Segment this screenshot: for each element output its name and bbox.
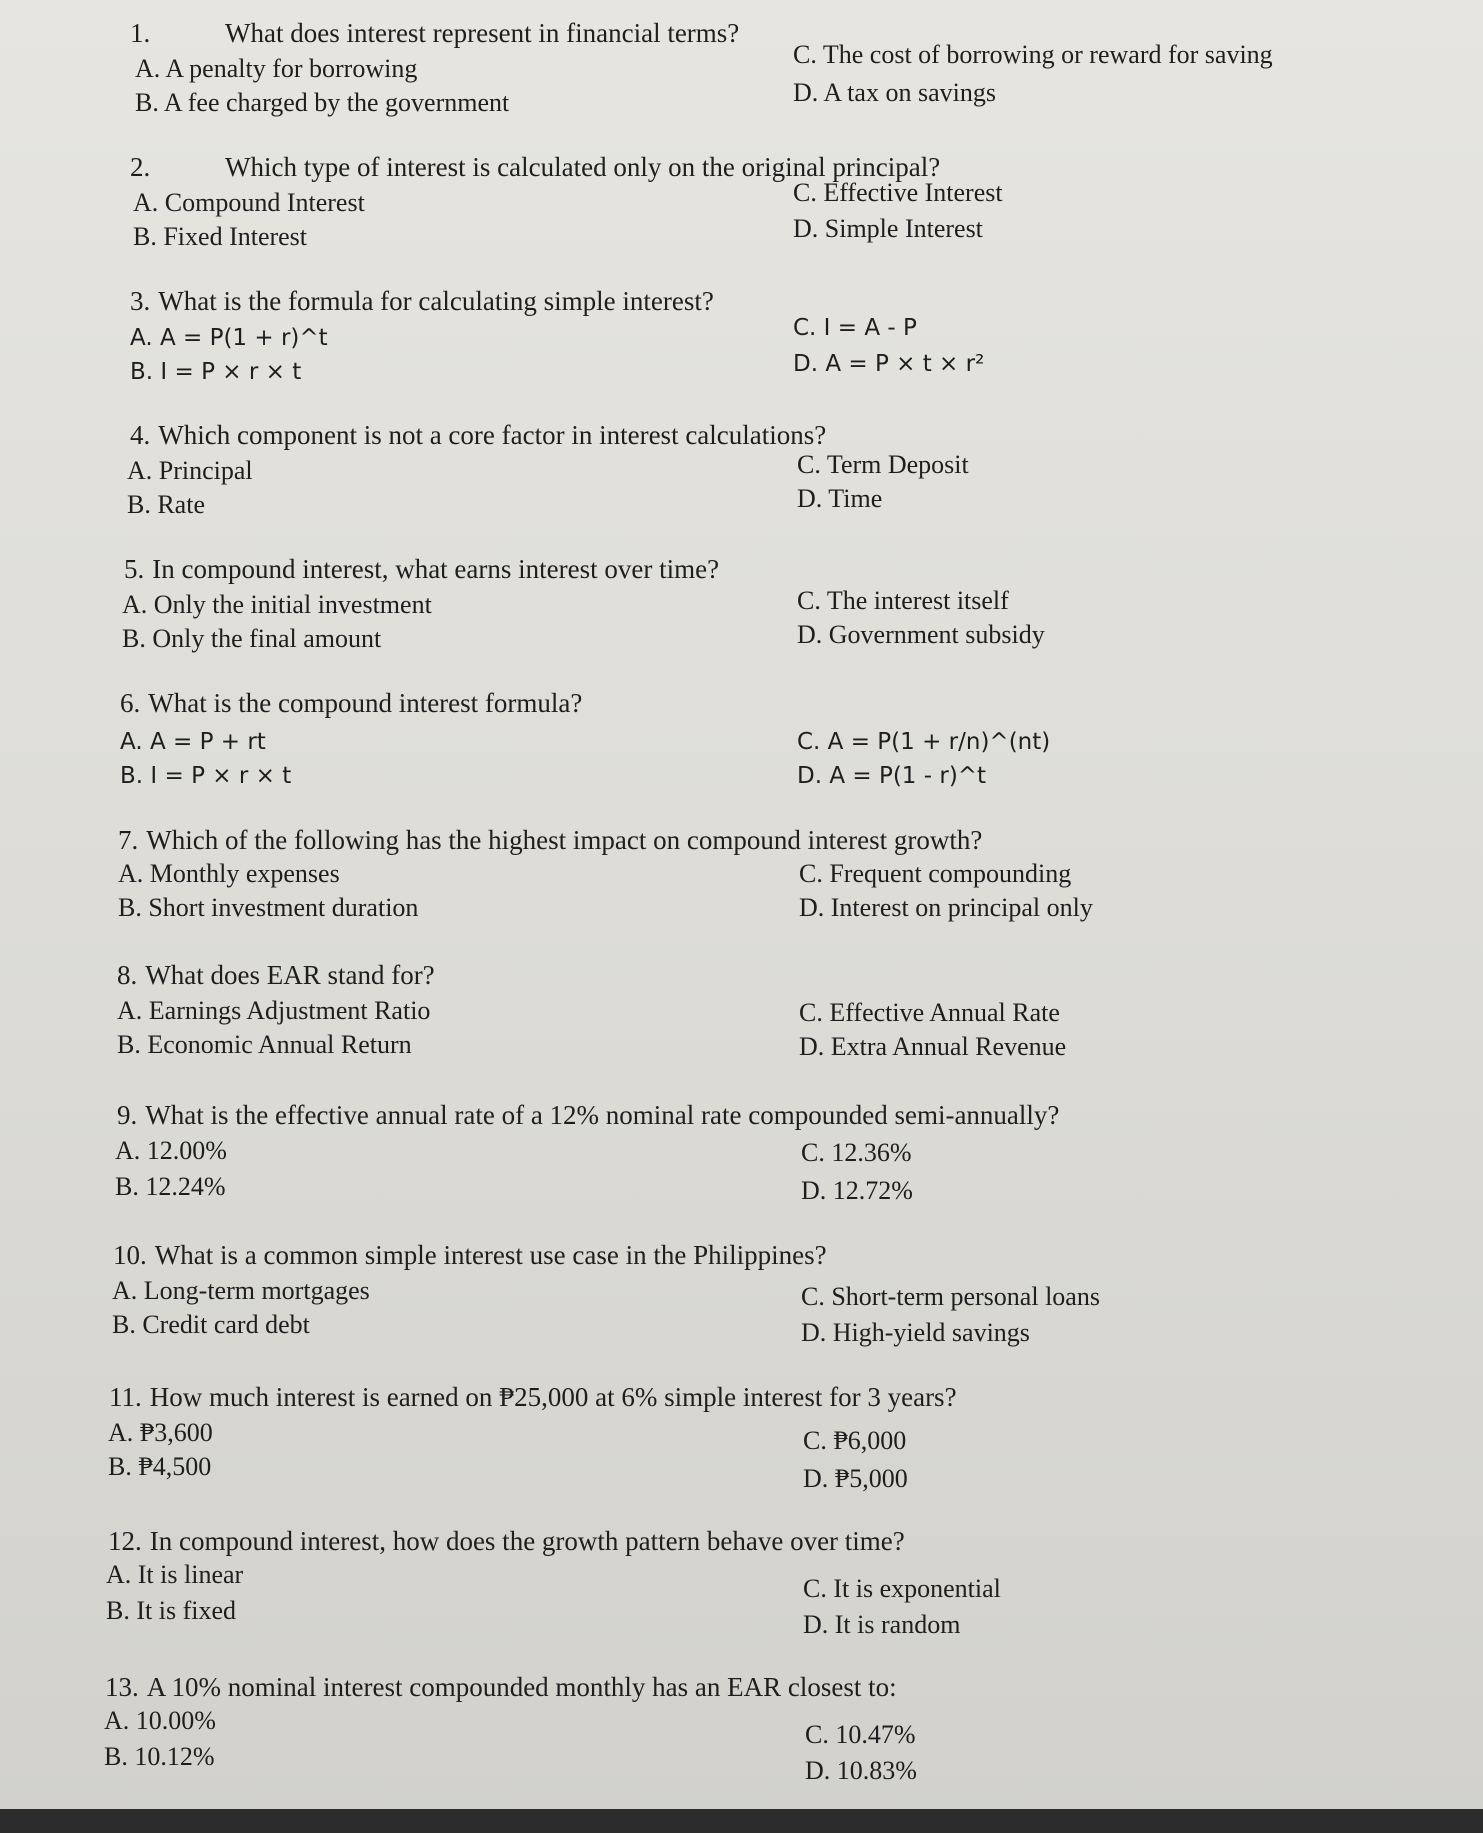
question-number: 12. [108,1526,142,1556]
option-c: C. I = A - P [793,315,917,341]
question-2 [0,152,1483,282]
question-text: Which of the following has the highest impact on compound interest growth? [146,825,983,855]
option-c: C. The cost of borrowing or reward for saving [793,40,1273,69]
option-c: C. Term Deposit [797,450,969,479]
option-c: C. The interest itself [797,586,1009,615]
question-1 [0,18,1483,148]
option-b: B. Short investment duration [118,893,419,922]
option-c: C. ₱6,000 [803,1426,907,1455]
page-bottom-edge [0,1809,1483,1833]
option-b: B. Credit card debt [112,1310,310,1339]
question-5 [0,554,1483,684]
option-d: D. 10.83% [805,1756,917,1785]
question-number: 1. [130,18,151,48]
question-stem [130,286,714,317]
option-a: A. A penalty for borrowing [135,54,418,83]
question-number: 4. [130,420,151,450]
question-number: 5. [124,554,145,584]
option-b: B. A fee charged by the government [135,88,510,117]
option-d: D. 12.72% [801,1176,913,1205]
option-b: B. 10.12% [104,1742,215,1771]
question-number: 9. [117,1100,138,1130]
question-stem [124,554,719,585]
question-text: Which type of interest is calculated only on the original principal? [225,152,941,182]
option-c: C. A = P(1 + r/n)^(nt) [797,729,1051,755]
question-number: 7. [118,825,139,855]
question-stem [120,688,582,719]
option-c: C. It is exponential [803,1574,1001,1603]
question-text: Which component is not a core factor in interest calculations? [158,420,827,450]
question-11 [0,1382,1483,1512]
question-number: 6. [120,688,141,718]
option-b: B. Economic Annual Return [117,1030,412,1059]
question-text: What is the formula for calculating simple interest? [158,286,714,316]
option-c: C. Short-term personal loans [801,1282,1100,1311]
question-text: In compound interest, what earns interest over time? [152,554,720,584]
question-13 [0,1672,1483,1802]
option-a: A. Principal [127,456,253,485]
option-d: D. A = P(1 - r)^t [797,763,987,789]
option-d: D. Simple Interest [793,214,983,243]
question-text: How much interest is earned on ₱25,000 at 6% simple interest for 3 years? [149,1382,957,1412]
option-d: D. It is random [803,1610,961,1639]
option-b: B. Only the final amount [122,624,382,653]
option-a: A. Long-term mortgages [112,1276,370,1305]
question-number: 10. [113,1240,147,1270]
question-stem [130,420,826,451]
question-text: What is the compound interest formula? [148,688,583,718]
question-number: 11. [109,1382,142,1412]
option-a: A. ₱3,600 [108,1418,213,1447]
question-8 [0,960,1483,1090]
question-text: What does interest represent in financial terms? [225,18,740,48]
question-stem [117,960,435,991]
option-b: B. Fixed Interest [133,222,308,251]
option-a: A. It is linear [106,1560,244,1589]
question-stem [109,1382,957,1413]
option-d: D. ₱5,000 [803,1464,908,1493]
question-stem [130,18,739,49]
option-a: A. Only the initial investment [122,590,432,619]
option-d: D. Interest on principal only [799,893,1093,922]
option-c: C. 12.36% [801,1138,912,1167]
question-stem [105,1672,897,1703]
option-a: A. A = P + rt [120,729,266,755]
question-number: 3. [130,286,151,316]
option-b: B. 12.24% [115,1172,226,1201]
question-text: What is the effective annual rate of a 12% nominal rate compounded semi-annually? [145,1100,1060,1130]
question-4 [0,420,1483,550]
option-b: B. I = P × r × t [130,359,302,385]
option-c: C. Frequent compounding [799,859,1072,888]
question-3 [0,286,1483,416]
option-c: C. Effective Interest [793,178,1003,207]
question-6 [0,688,1483,818]
question-stem [117,1100,1059,1131]
option-b: B. It is fixed [106,1596,236,1625]
question-text: What is a common simple interest use case in the Philippines? [154,1240,827,1270]
option-d: D. High-yield savings [801,1318,1030,1347]
question-number: 8. [117,960,138,990]
option-c: C. 10.47% [805,1720,916,1749]
option-a: A. 12.00% [115,1136,227,1165]
option-d: D. Government subsidy [797,620,1045,649]
question-text: What does EAR stand for? [145,960,435,990]
option-a: A. 10.00% [104,1706,216,1735]
question-text: A 10% nominal interest compounded monthly has an EAR closest to: [146,1672,897,1702]
question-7 [0,825,1483,955]
option-a: A. Monthly expenses [118,859,340,888]
option-d: D. Time [797,484,883,513]
question-12 [0,1526,1483,1656]
question-stem [118,825,982,856]
option-b: B. Rate [127,490,205,519]
option-d: D. A tax on savings [793,78,996,107]
question-number: 2. [130,152,151,182]
question-text: In compound interest, how does the growth pattern behave over time? [149,1526,905,1556]
option-a: A. A = P(1 + r)^t [130,325,328,351]
question-stem [108,1526,905,1557]
option-c: C. Effective Annual Rate [799,998,1060,1027]
question-stem [113,1240,827,1271]
option-d: D. Extra Annual Revenue [799,1032,1067,1061]
option-b: B. ₱4,500 [108,1452,212,1481]
question-9 [0,1100,1483,1230]
question-number: 13. [105,1672,139,1702]
option-d: D. A = P × t × r² [793,351,985,377]
question-10 [0,1240,1483,1370]
option-a: A. Compound Interest [133,188,365,217]
option-a: A. Earnings Adjustment Ratio [117,996,431,1025]
option-b: B. I = P × r × t [120,763,292,789]
